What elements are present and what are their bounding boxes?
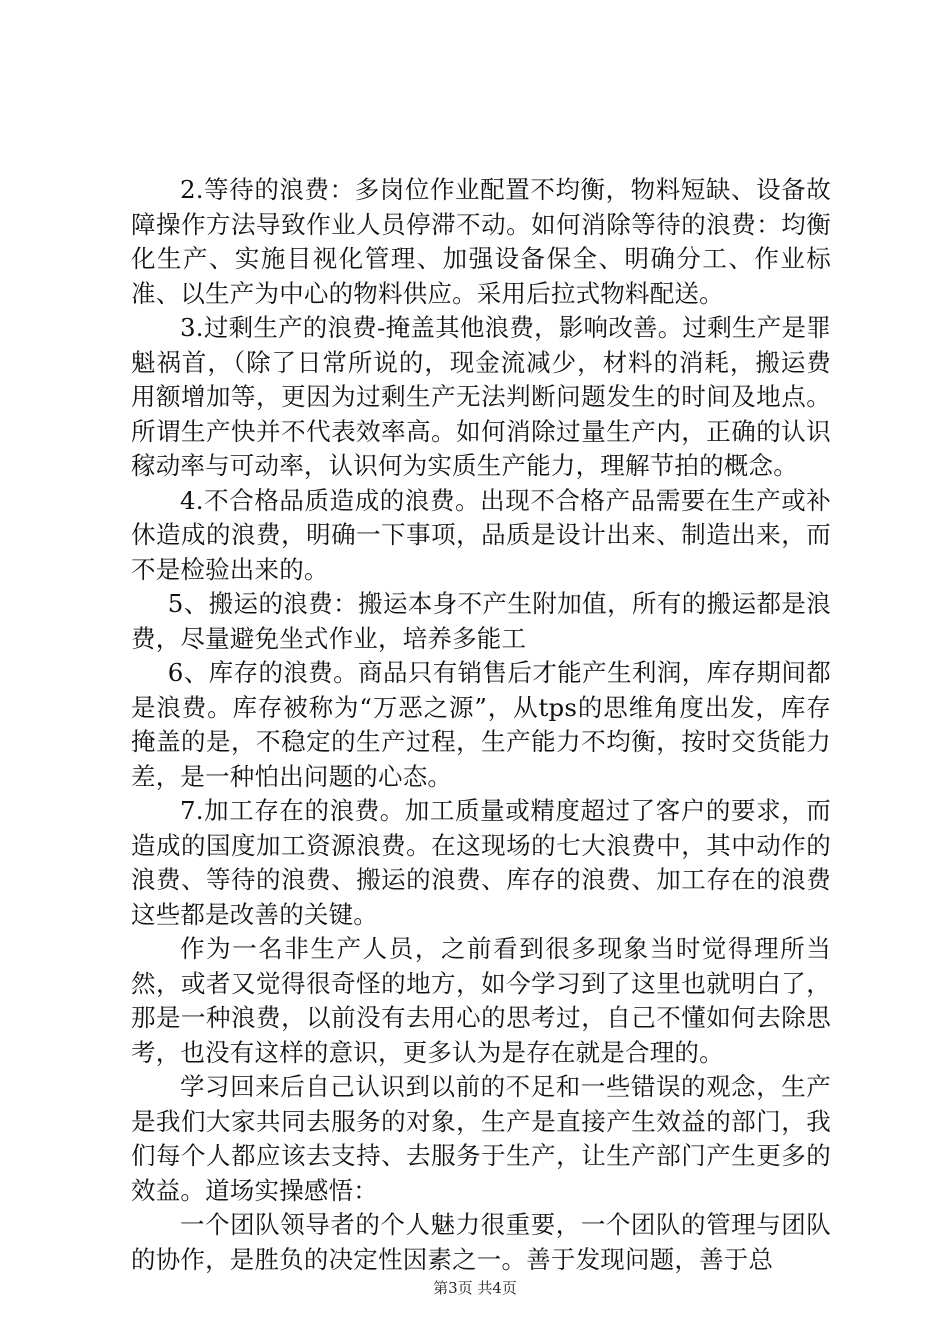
paragraph-overproduction-waste: 3.过剩生产的浪费-掩盖其他浪费，影响改善。过剩生产是罪魁祸首，（除了日常所说的，现金流减少，材料的消耗，搬运费用额增加等，更因为过剩生产无法判断问题发生的时间及地点。所谓生产快并不代表效率高。如何消除过量生产内，正确的认识稼动率与可动率，认识何为实质生产能力，理解节拍的概念。 (131, 313, 831, 480)
paragraph-transport-waste: 5、搬运的浪费：搬运本身不产生附加值，所有的搬运都是浪费，尽量避免坐式作业，培养多能工 (131, 589, 831, 653)
paragraph-learning: 学习回来后自己认识到以前的不足和一些错误的观念，生产是我们大家共同去服务的对象，生产是直接产生效益的部门，我们每个人都应该去支持、去服务于生产，让生产部门产生更多的效益。道场实操感悟： (131, 1072, 831, 1205)
paragraph-waiting-waste: 2.等待的浪费：多岗位作业配置不均衡，物料短缺、设备故障操作方法导致作业人员停滞不动。如何消除等待的浪费：均衡化生产、实施目视化管理、加强设备保全、明确分工、作业标准、以生产为中心的物料供应。采用后拉式物料配送。 (131, 175, 831, 308)
paragraph-defect-waste: 4.不合格品质造成的浪费。出现不合格产品需要在生产或补休造成的浪费，明确一下事项，品质是设计出来、制造出来，而不是检验出来的。 (131, 485, 831, 584)
paragraph-inventory-waste: 6、库存的浪费。商品只有销售后才能产生利润，库存期间都是浪费。库存被称为“万恶之源”，从tps的思维角度出发，库存掩盖的是，不稳定的生产过程，生产能力不均衡，按时交货能力差，是一种怕出问题的心态。 (131, 658, 831, 791)
paragraph-processing-waste: 7.加工存在的浪费。加工质量或精度超过了客户的要求，而造成的国度加工资源浪费。在这现场的七大浪费中，其中动作的浪费、等待的浪费、搬运的浪费、库存的浪费、加工存在的浪费这些都是改善的关键。 (131, 796, 831, 929)
paragraph-reflection: 作为一名非生产人员，之前看到很多现象当时觉得理所当然，或者又觉得很奇怪的地方，如今学习到了这里也就明白了，那是一种浪费，以前没有去用心的思考过，自己不懂如何去除思考，也没有这样的意识，更多认为是存在就是合理的。 (131, 934, 831, 1067)
page-number-footer: 第3页 共4页 (433, 1279, 517, 1297)
paragraph-team-leader: 一个团队领导者的个人魅力很重要，一个团队的管理与团队的协作，是胜负的决定性因素之一。善于发现问题，善于总 (131, 1210, 831, 1274)
document-body (131, 173, 831, 1277)
